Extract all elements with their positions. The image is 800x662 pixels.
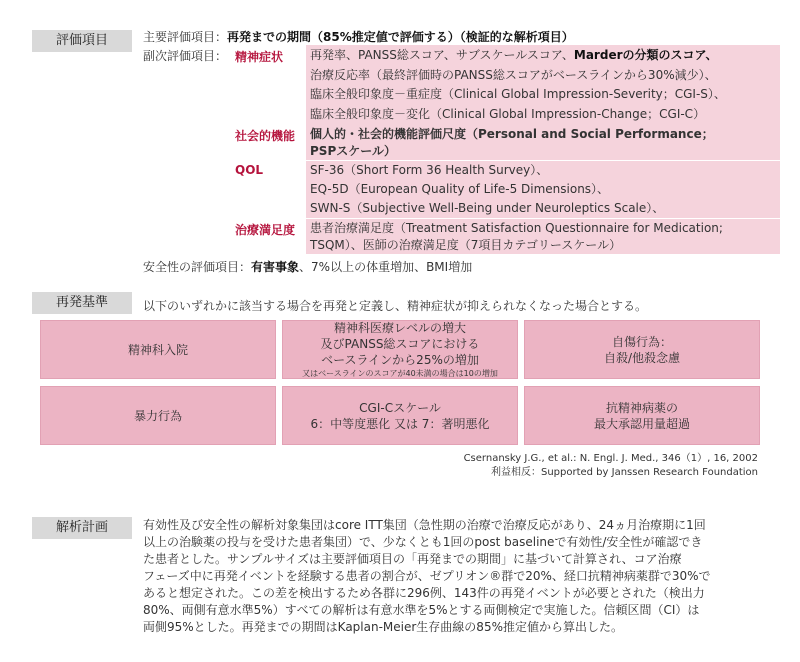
psychiatric-box <box>306 45 780 126</box>
psychiatric-bold: Marderの分類のスコア、 <box>573 48 718 62</box>
cell-text: 精神科医療レベルの増大 <box>333 321 466 335</box>
analysis-line: 両側95%とした。再発までの期間はKaplan-Meier生存曲線の85%推定値から算出した。 <box>143 620 623 634</box>
citation: Csernansky J.G., et al.: N. Engl. J. Med., 346（1）, 16, 2002 <box>463 453 758 464</box>
analysis-line: 以上の治験薬の投与を受けた患者集団）で、少なくとも1回のpost baselineで有効性/安全性が確認でき <box>143 535 703 549</box>
safety-bold: 有害事象 <box>251 260 300 274</box>
cell-text: 最大承認用量超過 <box>593 416 690 431</box>
cell-text: 6：中等度悪化 又は 7：著明悪化 <box>310 416 490 431</box>
qol-line-3: SWN-S（Subjective Well-Being under Neuroleptics Scale）、 <box>310 201 665 215</box>
section-tag-analysis: 解析計画 <box>32 517 132 539</box>
cell-text: 精神科入院 <box>127 342 188 357</box>
analysis-line: あると想定された。この差を検出するため各群に296例、143件の再発イベントが必要とされた（検出力 <box>143 586 705 600</box>
relapse-cell-panss <box>282 320 518 379</box>
cell-text: 及びPANSS総スコアにおける <box>320 337 480 351</box>
conflict-of-interest: 利益相反：Supported by Janssen Research Foundation <box>490 467 758 478</box>
secondary-label: 副次評価項目： <box>143 49 228 63</box>
safety-rest: 、7%以上の体重増加、BMI増加 <box>299 260 473 274</box>
analysis-line: 80%、両側有意水準5%）すべての解析は有意水準を5%とする両側検定で実施した。信頼区間（CI）は <box>143 603 700 617</box>
relapse-intro: 以下のいずれかに該当する場合を再発と定義し、精神症状が抑えられなくなった場合とする。 <box>143 299 648 313</box>
qol-line-2: EQ-5D（European Quality of Life-5 Dimensions）、 <box>310 182 610 196</box>
category-qol: QOL <box>235 163 264 177</box>
cell-text: 自殺/他殺念慮 <box>603 350 681 365</box>
satisfaction-box <box>306 219 780 255</box>
psychiatric-line-2: 治療反応率（最終評価時のPANSS総スコアがベースラインから30%減少）、 <box>310 68 717 82</box>
relapse-cell-hospitalization <box>40 320 276 379</box>
relapse-cell-self-harm <box>524 320 760 379</box>
analysis-line: た患者とした。サンプルサイズは主要評価項目の「再発までの期間」に基づいて計算され、コア治療 <box>143 552 682 566</box>
qol-box <box>306 161 780 219</box>
psychiatric-line-3: 臨床全般印象度－重症度（Clinical Global Impression-Severity；CGI-S）、 <box>310 87 726 101</box>
category-social: 社会的機能 <box>235 129 296 143</box>
qol-line-1: SF-36（Short Form 36 Health Survey）、 <box>310 163 549 177</box>
cell-text: CGI-Cスケール <box>359 400 441 415</box>
satisfaction-line-1: 患者治療満足度（Treatment Satisfaction Questionnaire for Medication; <box>310 221 723 235</box>
cell-text: ベースラインから25%の増加 <box>321 353 479 367</box>
category-psychiatric: 精神症状 <box>235 50 284 64</box>
analysis-paragraph <box>143 517 773 636</box>
cell-text: 抗精神病薬の <box>605 400 678 415</box>
safety-label: 安全性の評価項目： <box>143 260 252 274</box>
cell-text: 自傷行為： <box>611 334 672 349</box>
safety-endpoint <box>143 259 472 276</box>
section-tag-relapse: 再発基準 <box>32 292 132 314</box>
psychiatric-line-4: 臨床全般印象度－変化（Clinical Global Impression-Change；CGI-C） <box>310 107 706 121</box>
primary-text: 再発までの期間（85%推定値で評価する）（検証的な解析項目） <box>227 30 574 44</box>
cell-text: 暴力行為 <box>133 408 182 423</box>
analysis-line: 有効性及び安全性の解析対象集団はcore ITT集団（急性期の治療で治療反応があり、24ヵ月治療期に1回 <box>143 518 706 532</box>
social-line-1: 個人的・社会的機能評価尺度（Personal and Social Performance； <box>310 127 714 141</box>
relapse-cell-cgic <box>282 386 518 445</box>
psychiatric-line-1: 再発率、PANSS総スコア、サブスケールスコア、 <box>310 48 574 62</box>
cell-footnote: 又はベースラインのスコアが40未満の場合は10の増加 <box>302 369 498 378</box>
primary-endpoint <box>143 29 574 46</box>
social-line-2: PSPスケール） <box>310 144 396 158</box>
relapse-cell-max-dose <box>524 386 760 445</box>
analysis-line: フェーズ中に再発イベントを経験する患者の割合が、ゼプリオン®群で20%、経口抗精神病薬群で30%で <box>143 569 711 583</box>
category-satisfaction: 治療満足度 <box>235 223 296 237</box>
relapse-cell-violence <box>40 386 276 445</box>
satisfaction-line-2: TSQM）、医師の治療満足度（7項目カテゴリースケール） <box>310 238 622 252</box>
section-tag-evaluation: 評価項目 <box>32 30 132 52</box>
primary-label: 主要評価項目： <box>143 30 228 44</box>
social-box <box>306 125 780 161</box>
